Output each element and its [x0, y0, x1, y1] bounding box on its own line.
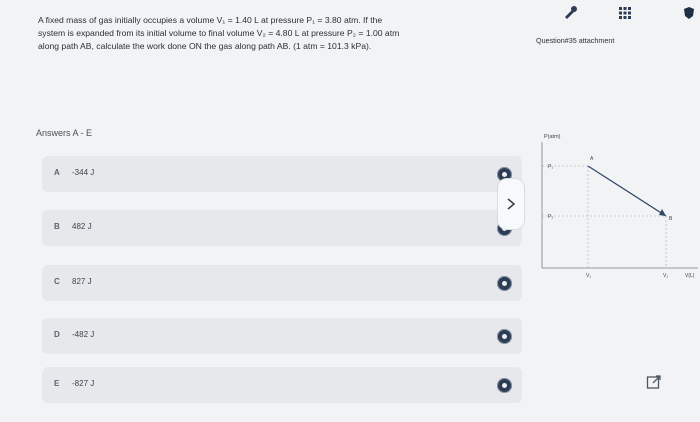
- question-panel: [22, 0, 500, 422]
- radio-icon[interactable]: [497, 378, 512, 393]
- radio-icon[interactable]: [497, 329, 512, 344]
- external-edit-icon[interactable]: [646, 374, 662, 390]
- p1-label: P₁: [548, 164, 554, 170]
- question-text: [38, 14, 498, 54]
- attachment-title: Question#35 attachment: [536, 36, 615, 45]
- answer-letter: D: [54, 330, 60, 339]
- answer-letter: B: [54, 222, 60, 231]
- pv-graph: [526, 120, 700, 280]
- wrench-icon[interactable]: [562, 4, 580, 22]
- answer-text: -827 J: [72, 379, 95, 388]
- radio-icon[interactable]: [497, 276, 512, 291]
- answer-text: -482 J: [72, 330, 95, 339]
- answers-label: Answers A - E: [36, 128, 93, 138]
- answer-option-d[interactable]: [42, 318, 522, 354]
- answer-text: -344 J: [72, 168, 95, 177]
- answer-letter: C: [54, 277, 60, 286]
- question-line-1: A fixed mass of gas initially occupies a volume V₁ = 1.40 L at pressure P₁ = 3.80 atm. If the: [38, 15, 383, 25]
- question-line-2: system is expanded from its initial volume to final volume V₂ = 4.80 L at pressure P₂ = 1.00 atm: [38, 28, 400, 39]
- v2-label: V₂: [663, 273, 669, 279]
- point-a-label: A: [590, 156, 594, 162]
- y-axis-label: P(atm): [544, 134, 561, 140]
- answer-text: 482 J: [72, 222, 92, 231]
- answer-text: 827 J: [72, 277, 92, 286]
- chevron-right-icon: [506, 198, 516, 210]
- path-ab: [588, 166, 666, 216]
- answer-letter: E: [54, 379, 60, 388]
- answer-option-e[interactable]: [42, 367, 522, 403]
- p2-label: P₂: [548, 214, 554, 220]
- answer-letter: A: [54, 168, 60, 177]
- next-button[interactable]: [497, 178, 525, 230]
- answer-option-c[interactable]: [42, 265, 522, 301]
- v1-label: V₁: [586, 273, 592, 279]
- shield-icon: [683, 6, 695, 20]
- answer-option-b[interactable]: [42, 210, 522, 246]
- answer-option-a[interactable]: [42, 156, 522, 192]
- grid-icon[interactable]: [618, 6, 632, 20]
- attachment-panel: [526, 0, 700, 422]
- v-axis-label: V(L): [685, 273, 695, 279]
- point-b-label: B: [669, 216, 673, 222]
- question-line-3: along path AB, calculate the work done ON the gas along path AB. (1 atm = 101.3 kPa).: [38, 41, 372, 52]
